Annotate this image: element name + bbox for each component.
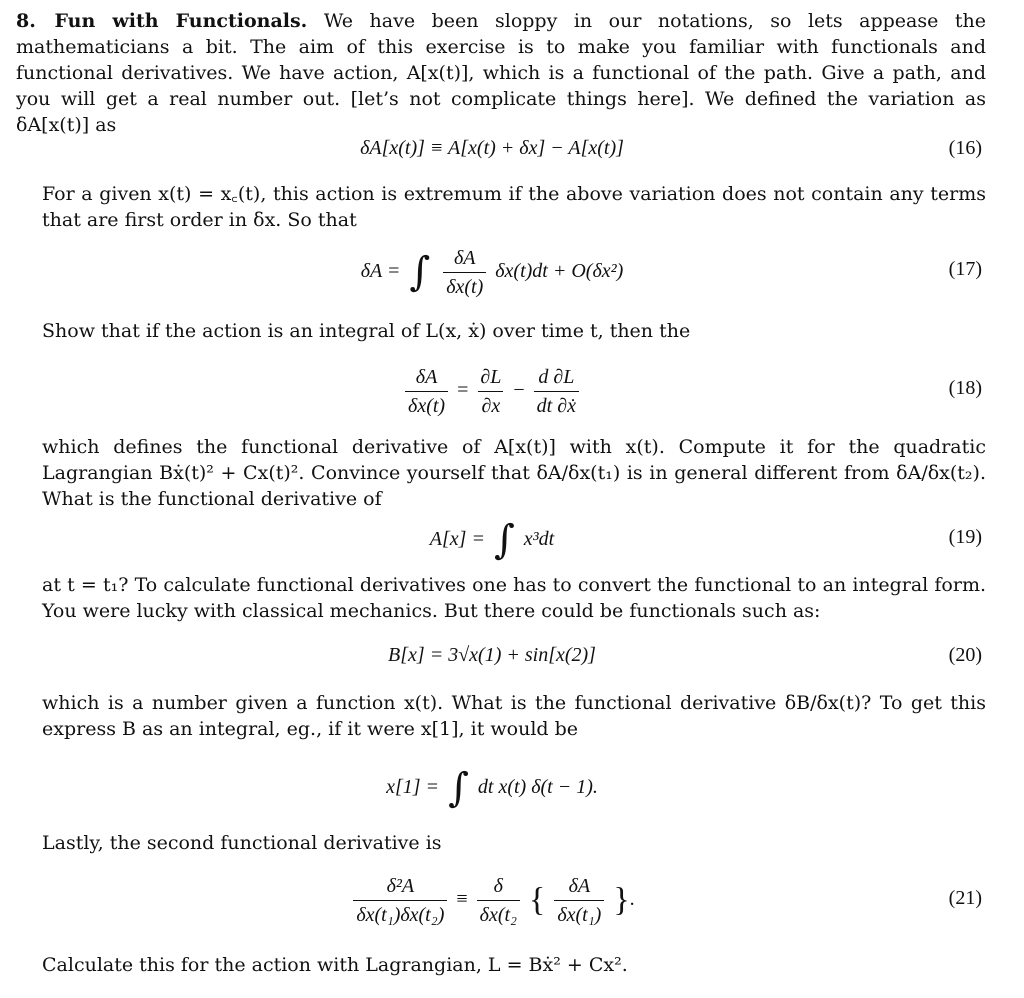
equals-sign: =: [457, 379, 469, 401]
equation-16-body: δA[x(t)] ≡ A[x(t) + δx] − A[x(t)]: [360, 137, 624, 159]
problem-intro-text: We have been sloppy in our notations, so lets appease the mathematicians a bit. The aim of this exercise is to make you familiar with functionals and functional derivatives. We have action, A[x(t)], which is a functional of the path. Give a path, and you will get a real number out. [let’s not complicate things here]. We defined the variation as δA[x(t)] as: [16, 10, 986, 136]
equation-x1-rhs: dt x(t) δ(t − 1).: [477, 776, 598, 798]
equation-17-rhs: δx(t)dt + O(δx²): [495, 260, 624, 282]
equation-18-frac-1-den: δx(t): [405, 391, 448, 418]
equation-18-frac-2-num: ∂L: [480, 365, 502, 388]
equation-19-lhs: A[x] =: [429, 528, 485, 550]
equation-21-frac-3-num: δA: [568, 874, 591, 897]
paragraph-functional-b: which is a number given a function x(t). What is the functional derivative δB/δx(t)? To get this express B as an integral, eg., if it were x[1], it would be: [42, 692, 986, 740]
equation-18: [42, 360, 986, 420]
equation-17-fraction: [443, 246, 486, 299]
equation-x1-lhs: x[1] =: [386, 776, 440, 798]
paragraph-functional-derivative: which defines the functional derivative of A[x(t)] with x(t). Compute it for the quadratic Lagrangian Bẋ(t)² + Cx(t)². Convince yourself that δA/δx(t₁) is in general different from δA/δx(t₂). What is the functional derivative of: [42, 436, 986, 510]
equation-20-tag: (20): [948, 644, 982, 666]
equation-21-frac-1-num: δ²A: [386, 874, 415, 897]
integral-sign-icon: ∫: [448, 765, 469, 812]
equation-18-frac-1: [405, 365, 448, 418]
equation-21-frac-1: [353, 874, 447, 927]
equation-21-frac-1-den: δx(t₁)δx(t₂): [353, 900, 447, 927]
equation-17: [42, 240, 986, 302]
integral-sign-icon: ∫: [409, 249, 431, 296]
equation-18-tag: (18): [948, 377, 982, 399]
equation-18-frac-3: [534, 365, 579, 418]
equation-x1: [42, 762, 986, 812]
equation-18-frac-2: [477, 365, 504, 418]
equation-17-tag: (17): [948, 258, 982, 280]
problem-title: Fun with Functionals.: [54, 10, 308, 32]
equation-18-frac-1-num: δA: [415, 365, 438, 388]
equation-19-rhs: x³dt: [523, 528, 555, 550]
equation-19-tag: (19): [948, 526, 982, 548]
equation-19: [42, 514, 986, 564]
paragraph-extremum: For a given x(t) = x꜀(t), this action is extremum if the above variation does not contain any terms that are first order in δx. So that: [42, 183, 986, 231]
equation-18-frac-3-num: d ∂L: [538, 365, 575, 388]
equation-16: [42, 137, 986, 165]
integral-sign-icon: ∫: [493, 517, 515, 564]
problem-number: 8.: [16, 10, 36, 32]
equivalent-sign: ≡: [456, 888, 468, 910]
equation-21: $\frac{\text{δ²A}}{\text{δx(t₁)δx(t₂)}}$ ≡ $\frac{\delta}{\text{δx(t₂}}$ { $\frac{\delta A}{\text{δx(t₁)}}$ }. (21): [42, 868, 986, 930]
equation-18-frac-2-den: ∂x: [478, 391, 503, 418]
equation-17-lhs: δA =: [360, 260, 401, 282]
equation-21-frac-2-num: δ: [493, 874, 503, 897]
paragraph-show-that: Show that if the action is an integral of L(x, ẋ) over time t, then the: [42, 320, 691, 342]
equation-17-frac-num: δA: [453, 246, 476, 269]
equation-17-frac-den: δx(t): [443, 272, 486, 299]
equation-21-frac-2: [477, 874, 520, 927]
equation-21-tag: (21): [948, 887, 982, 909]
left-brace-icon: {: [528, 881, 546, 919]
equation-18-frac-3-den: dt ∂ẋ: [534, 391, 579, 418]
paragraph-integral-form: at t = t₁? To calculate functional derivatives one has to convert the functional to an integral form. You were lucky with classical mechanics. But there could be functionals such as:: [42, 574, 986, 622]
equation-21-frac-3-den: δx(t₁): [554, 900, 604, 927]
equation-20-body: B[x] = 3√x(1) + sin[x(2)]: [388, 644, 596, 666]
equation-20: [42, 644, 986, 674]
equation-21-frac-2-den: δx(t₂: [477, 900, 520, 927]
right-brace-icon: }: [613, 881, 630, 919]
paragraph-second-derivative: Lastly, the second functional derivative is: [42, 832, 442, 854]
equation-21-frac-3: [554, 874, 604, 927]
equation-16-tag: (16): [948, 137, 982, 159]
minus-sign: −: [513, 379, 525, 401]
problem-intro: [16, 8, 986, 138]
paragraph-calculate: Calculate this for the action with Lagrangian, L = Bẋ² + Cx².: [42, 954, 628, 976]
